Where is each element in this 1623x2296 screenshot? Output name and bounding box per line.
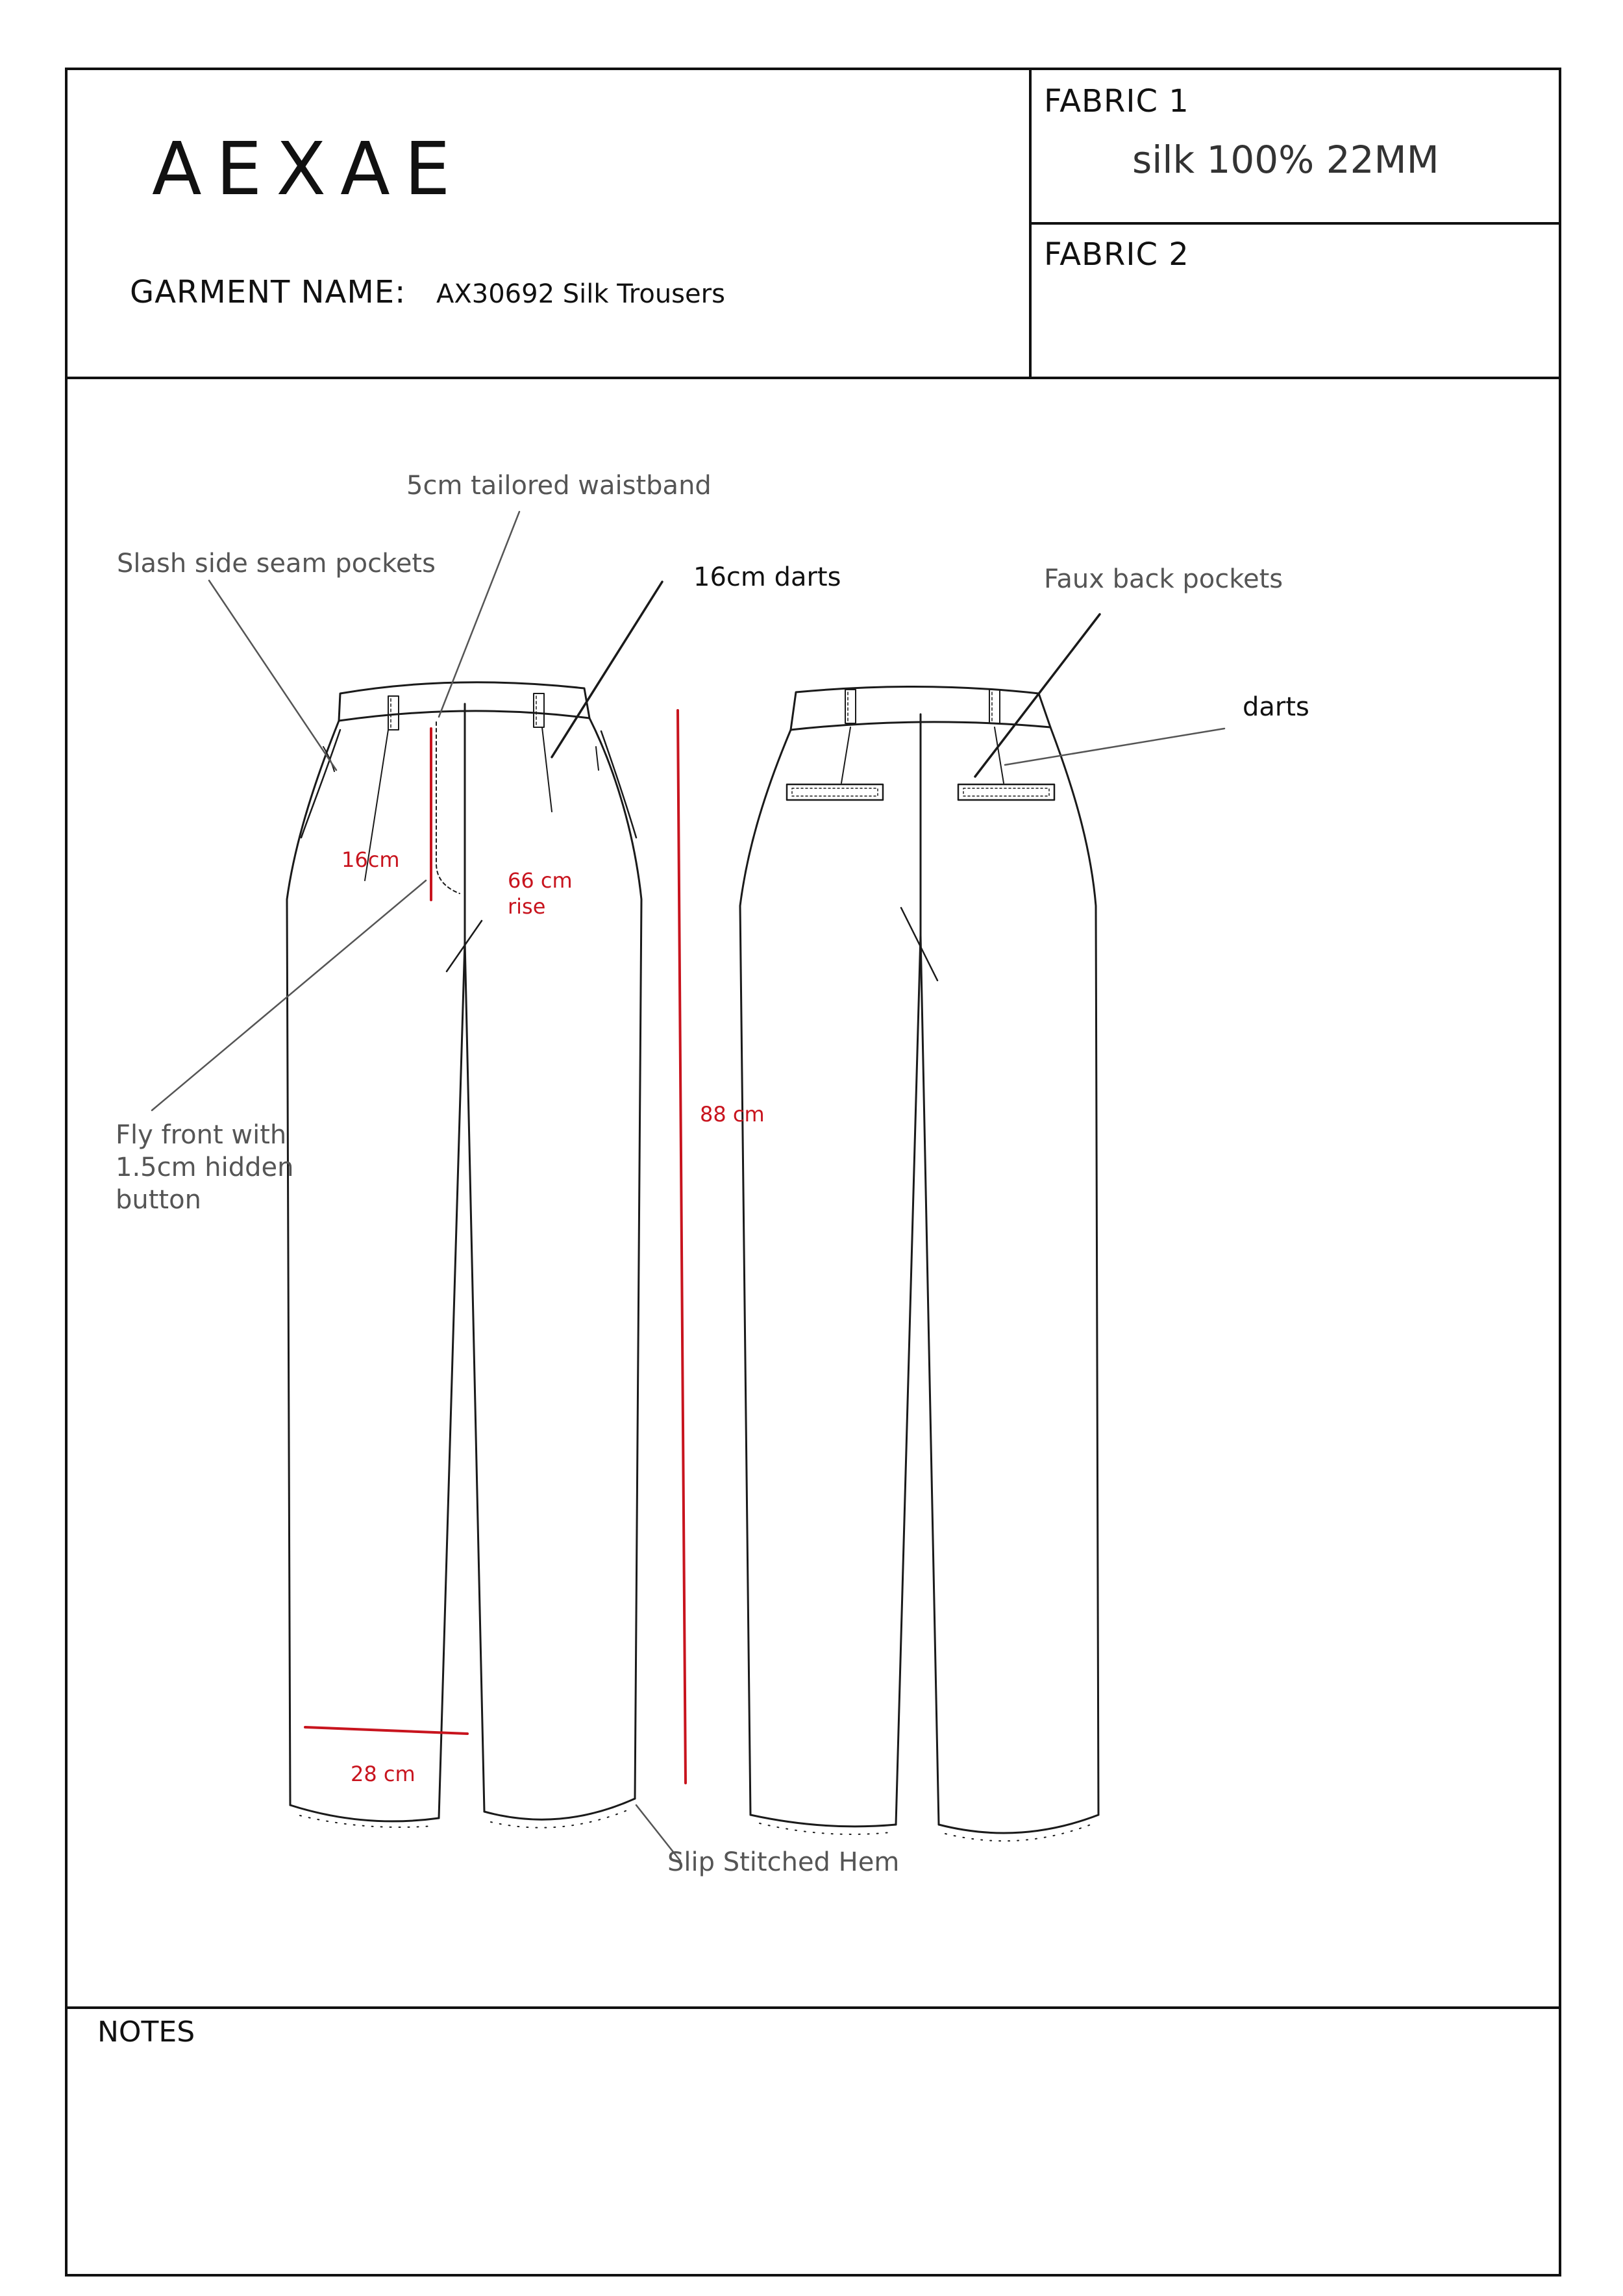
annotation-fly-front-line-1: Fly front with bbox=[116, 1120, 287, 1150]
measure-dart-length: 16cm bbox=[341, 847, 400, 872]
measure-rise-label: rise bbox=[508, 894, 546, 919]
measure-rise-value: 66 cm bbox=[508, 868, 573, 893]
annotation-fly-front-line-3: button bbox=[116, 1185, 201, 1215]
notes-label: NOTES bbox=[97, 2015, 195, 2049]
measure-hem-width: 28 cm bbox=[351, 1762, 415, 1786]
annotation-front-darts: 16cm darts bbox=[693, 562, 841, 592]
front-trousers bbox=[287, 682, 641, 1828]
fabric-1-label: FABRIC 1 bbox=[1044, 83, 1189, 119]
annotation-side-pockets: Slash side seam pockets bbox=[117, 549, 436, 579]
measure-outseam: 88 cm bbox=[700, 1102, 765, 1127]
leader-lines bbox=[152, 512, 1224, 1861]
back-trousers bbox=[740, 686, 1098, 1841]
garment-name-label: GARMENT NAME: bbox=[130, 274, 406, 310]
annotation-waistband: 5cm tailored waistband bbox=[406, 471, 712, 501]
annotation-fly-front-line-2: 1.5cm hidden bbox=[116, 1153, 294, 1182]
annotation-hem: Slip Stitched Hem bbox=[667, 1847, 900, 1877]
garment-name-value: AX30692 Silk Trousers bbox=[436, 279, 725, 309]
fabric-1-value: silk 100% 22MM bbox=[1132, 138, 1439, 182]
brand-logo: AEXAE bbox=[152, 127, 465, 212]
annotation-back-pockets: Faux back pockets bbox=[1044, 564, 1283, 594]
fabric-2-label: FABRIC 2 bbox=[1044, 236, 1189, 273]
annotation-back-darts: darts bbox=[1243, 692, 1309, 722]
